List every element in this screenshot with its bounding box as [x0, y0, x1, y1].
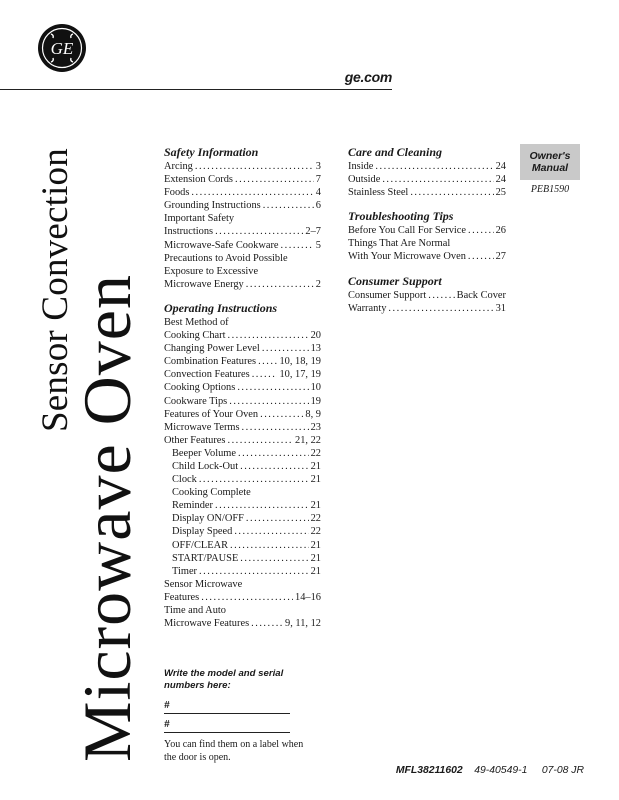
toc-entry-label: Warranty	[348, 302, 387, 314]
toc-entry-page: 19	[310, 395, 321, 407]
toc-leader-dots	[199, 565, 309, 578]
toc-entry-label: Inside	[348, 161, 374, 172]
toc-entry-page: 22	[310, 513, 321, 525]
toc-section-care	[348, 144, 506, 199]
toc-entry	[164, 225, 321, 238]
toc-entry-text: Important Safety	[164, 213, 235, 225]
toc-entry-text: Exposure to Excessive	[164, 265, 259, 277]
toc-entry-label: Cooking Options	[164, 382, 236, 394]
toc-entry	[164, 381, 321, 394]
header-divider	[0, 89, 392, 90]
toc-entry	[164, 525, 321, 538]
toc-entry-label: Features of Your Oven	[164, 408, 259, 420]
toc-entry	[164, 499, 321, 512]
toc-entry-text: Sensor Microwave	[164, 578, 243, 590]
toc-entry	[164, 473, 321, 486]
section-spacer	[348, 199, 506, 208]
toc-entry-page: 21, 22	[295, 434, 321, 446]
toc-leader-dots	[215, 225, 303, 238]
toc-entry	[164, 552, 321, 565]
toc-entry	[164, 408, 321, 421]
toc-entry-page: 6	[315, 200, 321, 212]
toc-entry-page: 21	[310, 552, 321, 564]
serial-note: You can find them on a label when the door is open.	[164, 739, 304, 763]
toc-entry-page: 21	[310, 500, 321, 512]
toc-entry-label: Cooking Chart	[164, 330, 226, 342]
toc-entry	[164, 447, 321, 460]
section-rows	[348, 289, 506, 315]
toc-leader-dots	[468, 250, 494, 263]
footer-publication-code: MFL38211602	[395, 765, 463, 776]
model-field-prefix: #	[164, 700, 170, 711]
toc-leader-dots	[468, 224, 494, 237]
toc-leader-dots	[237, 381, 308, 394]
toc-entry	[164, 173, 321, 186]
toc-entry	[164, 199, 321, 212]
toc-leader-dots	[246, 512, 309, 525]
toc-leader-dots	[263, 199, 314, 212]
toc-entry-label: Outside	[348, 174, 381, 186]
toc-entry-label: Beeper Volume	[172, 447, 236, 459]
toc-entry-text: Cooking Complete	[172, 487, 251, 499]
toc-leader-dots	[238, 447, 309, 460]
footer-codes	[392, 765, 584, 776]
toc-entry-page: 13	[310, 343, 321, 355]
toc-leader-dots	[230, 539, 309, 552]
toc-entry-label: Child Lock-Out	[172, 460, 239, 472]
toc-column-2	[348, 144, 506, 315]
model-number-field[interactable]	[164, 700, 290, 714]
toc-entry	[164, 512, 321, 525]
toc-leader-dots	[229, 395, 308, 408]
toc-entry-label: Microwave-Safe Cookware	[164, 239, 279, 251]
toc-entry-page: 4	[315, 187, 321, 199]
toc-entry	[348, 302, 506, 315]
toc-leader-dots	[201, 591, 293, 604]
toc-entry-label: With Your Microwave Oven	[348, 251, 466, 263]
footer-part-number: 49-40549-1	[474, 765, 528, 776]
toc-leader-dots	[258, 355, 277, 368]
toc-entry-label: Display ON/OFF	[172, 513, 244, 525]
toc-entry-label: Foods	[164, 187, 190, 199]
toc-leader-dots	[227, 434, 293, 447]
section-spacer	[164, 291, 321, 300]
toc-section-support	[348, 273, 506, 315]
toc-entry	[164, 368, 321, 381]
toc-entry	[164, 395, 321, 408]
section-title: Safety Information	[164, 145, 259, 159]
toc-leader-dots	[251, 617, 283, 630]
section-rows	[164, 316, 321, 630]
toc-entry-label: Timer	[172, 565, 198, 577]
toc-leader-dots	[252, 368, 278, 381]
owners-manual-badge	[520, 144, 580, 180]
toc-entry-page: 2–7	[305, 226, 321, 238]
toc-entry-page: 10, 17, 19	[279, 369, 321, 381]
toc-entry-label: Clock	[172, 474, 197, 486]
toc-entry-page: Back Cover	[456, 289, 506, 301]
badge-line-1: Owner's	[529, 150, 571, 162]
toc-entry-label: Grounding Instructions	[164, 200, 261, 212]
toc-entry	[164, 186, 321, 199]
toc-entry-page: 3	[315, 161, 321, 172]
toc-entry	[164, 239, 321, 252]
toc-entry-page: 7	[315, 174, 321, 186]
website-link[interactable]: ge.com	[344, 69, 392, 85]
toc-entry	[348, 250, 506, 263]
toc-entry	[164, 421, 321, 434]
toc-entry-page: 22	[310, 526, 321, 538]
toc-leader-dots	[382, 173, 493, 186]
toc-entry-page: 21	[310, 565, 321, 577]
section-title: Consumer Support	[348, 273, 442, 288]
toc-entry-page: 25	[495, 187, 506, 199]
toc-entry	[164, 278, 321, 291]
toc-entry-label: Microwave Features	[164, 618, 250, 630]
toc-leader-dots	[375, 160, 493, 173]
toc-entry-text: Precautions to Avoid Possible	[164, 252, 288, 264]
toc-leader-dots	[199, 473, 309, 486]
toc-leader-dots	[234, 525, 308, 538]
toc-entry-label: Reminder	[172, 500, 213, 512]
toc-leader-dots	[242, 421, 309, 434]
toc-entry-label: Features	[164, 591, 200, 603]
toc-entry-text: Best Method of	[164, 316, 229, 328]
toc-leader-dots	[215, 499, 309, 512]
toc-entry-page: 2	[315, 278, 321, 290]
ge-logo	[38, 24, 86, 72]
toc-entry	[348, 224, 506, 237]
toc-entry	[348, 289, 506, 302]
toc-entry-page: 21	[310, 539, 321, 551]
toc-entry	[164, 617, 321, 630]
toc-entry	[164, 591, 321, 604]
toc-entry-page: 20	[310, 330, 321, 342]
toc-section-troubleshooting	[348, 208, 506, 263]
toc-entry-label: Instructions	[164, 226, 214, 238]
footer-date: 07-08 JR	[541, 765, 584, 776]
serial-field-prefix: #	[164, 719, 170, 730]
serial-heading: Write the model and serial numbers here:	[164, 668, 284, 691]
toc-entry-page: 26	[495, 225, 506, 237]
section-rows	[348, 160, 506, 199]
toc-leader-dots	[235, 173, 314, 186]
toc-leader-dots	[388, 302, 493, 315]
toc-entry-label: OFF/CLEAR	[172, 539, 229, 551]
toc-entry	[348, 173, 506, 186]
toc-entry-label: Arcing	[164, 161, 193, 172]
toc-entry-label: Other Features	[164, 434, 226, 446]
toc-entry-page: 14–16	[295, 591, 321, 603]
toc-entry-page: 8, 9	[305, 408, 321, 420]
toc-entry-page: 21	[310, 474, 321, 486]
toc-entry-page: 21	[310, 460, 321, 472]
toc-entry	[164, 160, 321, 173]
toc-section-safety	[164, 144, 321, 291]
toc-entry-page: 27	[495, 251, 506, 263]
toc-entry-label: Microwave Terms	[164, 421, 240, 433]
toc-leader-dots	[410, 186, 493, 199]
toc-entry-page: 10	[310, 382, 321, 394]
toc-entry-label: Display Speed	[172, 526, 233, 538]
toc-leader-dots	[195, 160, 314, 173]
toc-entry	[348, 186, 506, 199]
toc-entry-label: Combination Features	[164, 356, 257, 368]
toc-entry-page: 23	[310, 421, 321, 433]
toc-entry-page: 22	[310, 447, 321, 459]
section-title: Operating Instructions	[164, 300, 278, 315]
toc-leader-dots	[260, 408, 303, 421]
toc-entry-label: Before You Call For Service	[348, 225, 467, 237]
toc-entry	[164, 460, 321, 473]
toc-entry-page: 5	[315, 239, 321, 251]
toc-leader-dots	[240, 460, 309, 473]
toc-entry	[164, 539, 321, 552]
toc-leader-dots	[191, 186, 313, 199]
toc-entry	[164, 434, 321, 447]
toc-leader-dots	[262, 342, 309, 355]
ge-monogram-icon	[38, 24, 86, 72]
model-number: PEB1590	[530, 184, 570, 195]
badge-line-2: Manual	[531, 162, 569, 174]
section-title: Troubleshooting Tips	[348, 209, 454, 224]
title-microwave-oven: Microwave Oven	[69, 274, 145, 762]
toc-entry	[164, 342, 321, 355]
section-spacer	[348, 264, 506, 273]
toc-section-operating	[164, 300, 321, 630]
toc-leader-dots	[240, 552, 308, 565]
title-sensor-convection: Sensor Convection	[35, 148, 76, 432]
toc-entry-text: Time and Auto	[164, 605, 226, 616]
toc-column-1	[164, 144, 321, 630]
toc-entry	[164, 565, 321, 578]
toc-entry-label: Consumer Support	[348, 289, 427, 301]
section-title: Care and Cleaning	[348, 145, 443, 159]
toc-entry	[164, 329, 321, 342]
toc-leader-dots	[281, 239, 314, 252]
section-rows	[348, 224, 506, 263]
logo-text: GE	[50, 39, 74, 58]
toc-entry-text: Things That Are Normal	[348, 238, 451, 250]
toc-entry-label: Microwave Energy	[164, 278, 244, 290]
toc-entry-page: 10, 18, 19	[279, 356, 321, 368]
section-rows	[164, 160, 321, 291]
toc-entry-label: Cookware Tips	[164, 395, 228, 407]
serial-number-field[interactable]	[164, 719, 290, 733]
toc-entry	[164, 355, 321, 368]
toc-leader-dots	[428, 289, 454, 302]
toc-entry-label: START/PAUSE	[172, 552, 239, 564]
toc-entry-page: 24	[495, 161, 506, 172]
toc-entry	[348, 160, 506, 173]
toc-entry-label: Changing Power Level	[164, 343, 260, 355]
toc-entry-label: Extension Cords	[164, 174, 233, 186]
toc-leader-dots	[227, 329, 308, 342]
toc-entry-label: Convection Features	[164, 369, 250, 381]
toc-entry-page: 9, 11, 12	[285, 618, 321, 630]
toc-entry-label: Stainless Steel	[348, 187, 409, 199]
toc-leader-dots	[246, 278, 314, 291]
toc-entry-page: 24	[495, 174, 506, 186]
toc-entry-page: 31	[495, 302, 506, 314]
